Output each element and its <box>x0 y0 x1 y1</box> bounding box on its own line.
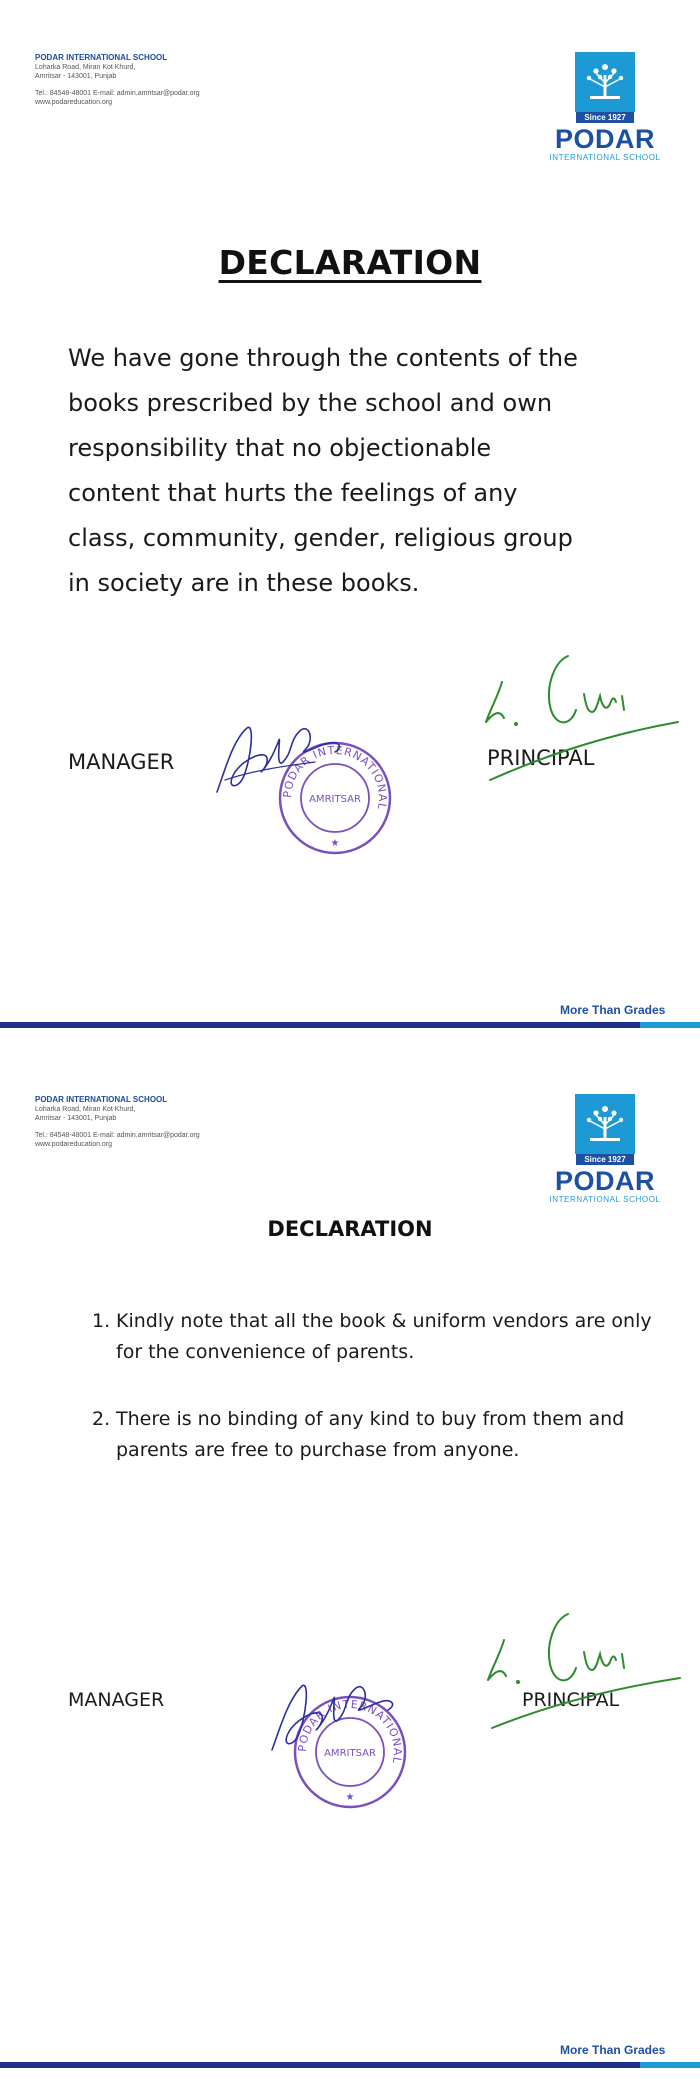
svg-text:★: ★ <box>345 1792 355 1803</box>
body-line: in society are in these books. <box>68 569 420 597</box>
podar-logo <box>530 52 680 163</box>
manager-label: MANAGER <box>68 1689 165 1711</box>
contact-line: Tel.: 84548-48001 E-mail: admin.amritsar@podar.org <box>35 90 200 97</box>
website: www.podareducation.org <box>35 99 113 106</box>
body-line: books prescribed by the school and own <box>68 389 553 417</box>
footer-tagline: More Than Grades <box>560 2043 666 2057</box>
body-line: We have gone through the contents of the <box>68 344 578 372</box>
list-item <box>92 1404 652 1466</box>
address-line-2: Amritsar - 143001, Punjab <box>35 73 117 80</box>
principal-label: PRINCIPAL <box>487 746 595 770</box>
declaration-page-1 <box>0 0 700 1040</box>
footer-bar <box>0 1022 640 1028</box>
letterhead-address <box>35 1094 200 1149</box>
footer-bar-accent <box>640 1022 700 1028</box>
list-item-text: There is no binding of any kind to buy from them and parents are free to purchase from anyone. <box>116 1408 625 1461</box>
website: www.podareducation.org <box>35 1141 113 1148</box>
list-item <box>92 1306 652 1368</box>
svg-text:★: ★ <box>330 838 340 849</box>
stamp-outer-text: PODAR INTERNATIONAL <box>295 1697 405 1766</box>
manager-signature <box>205 700 355 810</box>
stamp-inner-text: AMRITSAR <box>309 794 361 805</box>
brand-name: PODAR <box>554 124 655 154</box>
podar-logo <box>530 1094 680 1205</box>
brand-subtitle: INTERNATIONAL SCHOOL <box>549 153 661 162</box>
address-line-1: Loharka Road, Miran Kot Khurd, <box>35 64 136 71</box>
since-badge: Since 1927 <box>576 1154 634 1165</box>
tree-icon <box>575 1094 635 1154</box>
declaration-body <box>68 336 668 606</box>
body-line: class, community, gender, religious group <box>68 524 573 552</box>
brand-subtitle: INTERNATIONAL SCHOOL <box>549 1195 661 1204</box>
manager-signature <box>262 1660 405 1770</box>
list-item-number: 2. <box>92 1408 111 1430</box>
body-line: content that hurts the feelings of any <box>68 479 518 507</box>
page-title: DECLARATION <box>218 243 482 282</box>
address-line-1: Loharka Road, Miran Kot Khurd, <box>35 1106 136 1113</box>
since-badge: Since 1927 <box>576 112 634 123</box>
footer-bar <box>0 2062 640 2068</box>
stamp-outer-text: PODAR INTERNATIONAL <box>280 743 390 812</box>
school-name: PODAR INTERNATIONAL SCHOOL <box>35 1095 168 1104</box>
declaration-page-2 <box>0 1040 700 2090</box>
principal-signature <box>482 1600 682 1730</box>
brand-name: PODAR <box>554 1166 655 1196</box>
body-line: responsibility that no objectionable <box>68 434 492 462</box>
declaration-list <box>92 1306 652 1502</box>
principal-signature <box>480 640 680 780</box>
contact-line: Tel.: 84548-48001 E-mail: admin.amritsar@podar.org <box>35 1132 200 1139</box>
stamp-inner-text: AMRITSAR <box>324 1748 376 1759</box>
page-title: DECLARATION <box>267 1217 433 1241</box>
address-line-2: Amritsar - 143001, Punjab <box>35 1115 117 1122</box>
school-name: PODAR INTERNATIONAL SCHOOL <box>35 53 168 62</box>
principal-label: PRINCIPAL <box>522 1689 620 1711</box>
tree-icon <box>575 52 635 112</box>
list-item-number: 1. <box>92 1310 111 1332</box>
manager-label: MANAGER <box>68 750 175 774</box>
footer-tagline: More Than Grades <box>560 1003 666 1017</box>
letterhead-address <box>35 52 200 107</box>
footer-bar-accent <box>640 2062 700 2068</box>
list-item-text: Kindly note that all the book & uniform vendors are only for the convenience of parents. <box>116 1310 652 1363</box>
